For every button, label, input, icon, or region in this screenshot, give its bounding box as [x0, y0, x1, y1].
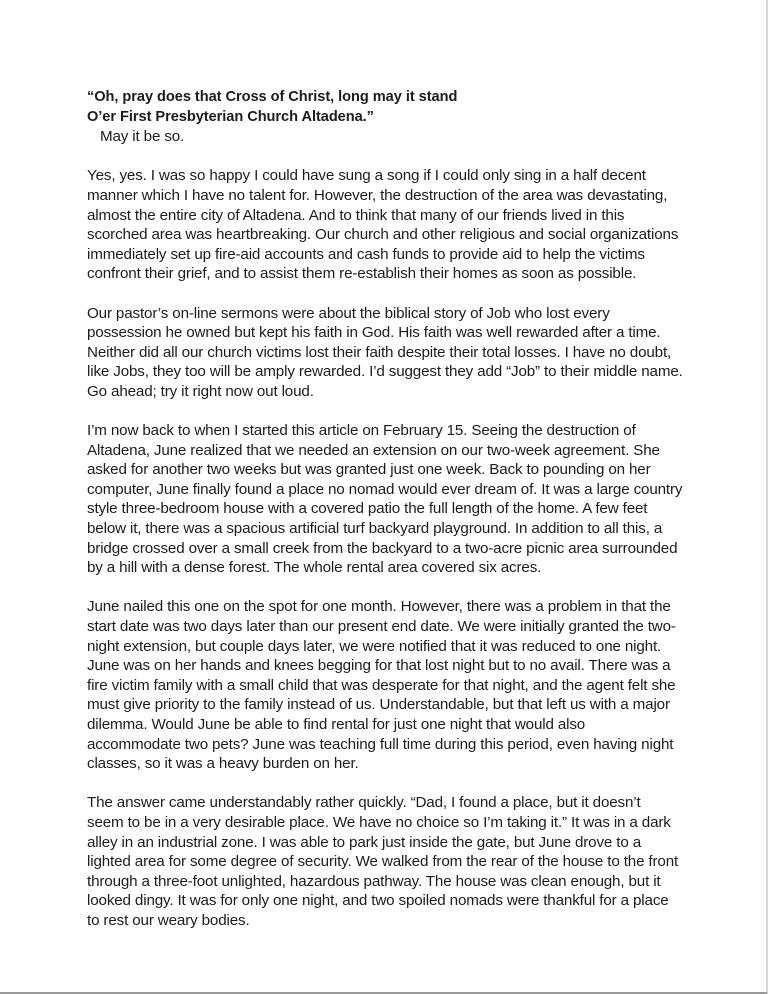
paragraph-line: style three-bedroom house with a covered patio the full length of the home. A few feet: [87, 500, 648, 518]
paragraph-line: Our pastor’s on-line sermons were about the biblical story of Job who lost every: [87, 304, 610, 322]
paragraph: [87, 421, 687, 578]
paragraph-line: almost the entire city of Altadena. And to think that many of our friends lived in this: [87, 206, 625, 224]
paragraph-line: possession he owned but kept his faith in God. His faith was well rewarded after a time.: [87, 324, 661, 342]
paragraph-line: alley in an industrial zone. I was able to park just inside the gate, but June drove to a: [87, 833, 641, 851]
paragraph-line: asked for another two weeks but was granted just one week. Back to pounding on her: [87, 461, 651, 479]
paragraph-line: through a three-foot unlighted, hazardous pathway. The house was clean enough, but it: [87, 872, 661, 890]
paragraph-line: lighted area for some degree of security. We walked from the rear of the house to the front: [87, 853, 679, 871]
paragraph-line: Yes, yes. I was so happy I could have sung a song if I could only sing in a half decent: [87, 167, 646, 185]
paragraph-line: June nailed this one on the spot for one month. However, there was a problem in that the: [87, 598, 671, 616]
paragraph-line: scorched area was heartbreaking. Our church and other religious and social organizations: [87, 226, 679, 244]
paragraph-line: Altadena, June realized that we needed an extension on our two-week agreement. She: [87, 441, 660, 459]
document-body: [87, 88, 687, 931]
paragraph-line: dilemma. Would June be able to find rental for just one night that would also: [87, 716, 586, 733]
paragraph-line: computer, June finally found a place no nomad would ever dream of. It was a large country: [87, 480, 683, 498]
paragraph-line: looked dingy. It was for only one night, and two spoiled nomads were thankful for a place: [87, 892, 669, 910]
paragraph-line: Neither did all our church victims lost their faith despite their total losses. I have no doubt,: [87, 343, 672, 361]
paragraph-line: to rest our weary bodies.: [87, 911, 250, 929]
paragraph-line: night extension, but couple days later, we were notified that it was reduced to one night.: [87, 637, 662, 655]
paragraph-line: accommodate two pets? June was teaching full time during this period, even having night: [87, 735, 674, 753]
paragraph-line: seem to be in a very desirable place. We have no choice so I’m taking it.” It was in a dark: [87, 813, 671, 831]
paragraph-line: start date was two days later than our present end date. We were initially granted the two-: [87, 618, 676, 636]
paragraph-line: classes, so it was a heavy burden on her.: [87, 755, 359, 773]
paragraph-line: fire victim family with a small child that was desperate for that night, and the agent felt she: [87, 676, 676, 694]
paragraph: [87, 304, 687, 402]
poem-line: O’er First Presbyterian Church Altadena.”: [87, 108, 374, 125]
poem-quote: [87, 88, 687, 127]
paragraph-line: by a hill with a dense forest. The whole rental area covered six acres.: [87, 559, 542, 577]
paragraph: [87, 597, 687, 773]
paragraph-line: bridge crossed over a small creek from the backyard to a two-acre picnic area surrounded: [87, 539, 678, 557]
paragraph-line: confront their grief, and to assist them re-establish their homes as soon as possible.: [87, 265, 637, 283]
paragraph-line: must give priority to the family instead of us. Understandable, but that left us with a major: [87, 696, 670, 714]
paragraph-line: June was on her hands and knees begging for that lost night but to no avail. There was a: [87, 657, 671, 675]
paragraph-line: Go ahead; try it right now out loud.: [87, 382, 314, 400]
paragraph-line: like Jobs, they too will be amply rewarded. I’d suggest they add “Job” to their middle name.: [87, 363, 683, 381]
poem-response: May it be so.: [100, 128, 185, 146]
poem-line: “Oh, pray does that Cross of Christ, long may it stand: [87, 89, 458, 105]
paragraph-line: The answer came understandably rather quickly. “Dad, I found a place, but it doesn’t: [87, 794, 641, 812]
paragraph-line: manner which I have no talent for. However, the destruction of the area was devastating,: [87, 186, 668, 204]
paragraph-line: below it, there was a spacious artificial turf backyard playground. In addition to all this, a: [87, 520, 663, 538]
paragraph-line: immediately set up fire-aid accounts and cash funds to provide aid to help the victims: [87, 245, 645, 263]
paragraph-line: I’m now back to when I started this article on February 15. Seeing the destruction of: [87, 422, 636, 440]
paragraph: [87, 166, 687, 284]
paragraph: [87, 793, 687, 930]
